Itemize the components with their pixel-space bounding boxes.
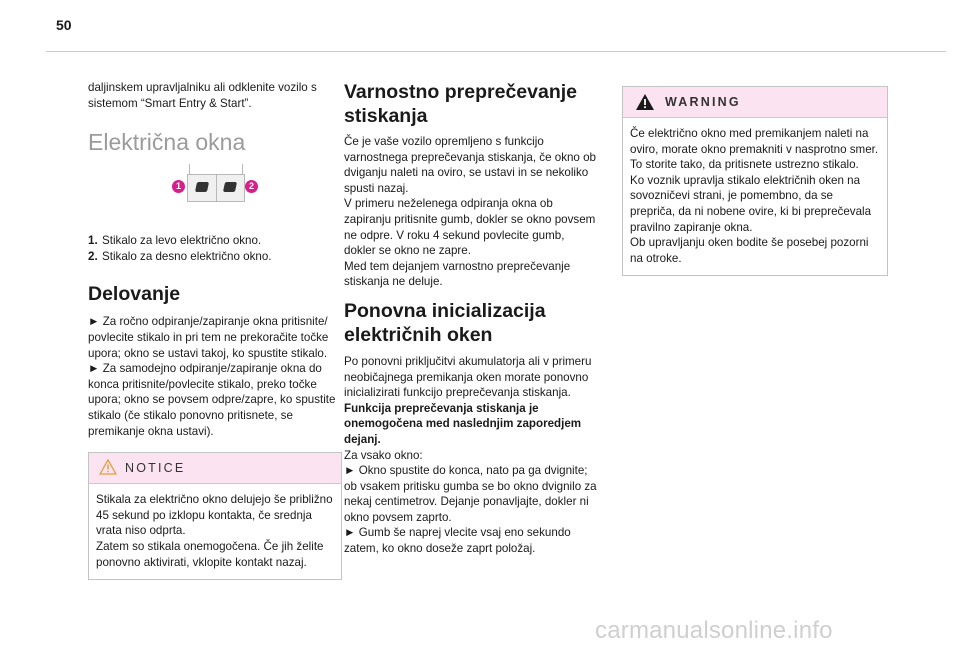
watermark: carmanualsonline.info — [595, 617, 833, 644]
heading-operation: Delovanje — [88, 283, 181, 306]
reinit-text: Po ponovni priključitvi akumulatorja ali v primeru neobičajnega premikanja oken morate ponovno inicializirati funkcijo preprečevanja stiskanja. Funkcija preprečevanja stiskanja je onemogočena med naslednjim zaporedjem dejanj. Za vsako okno: ► Okno spustite do konca, nato pa ga dvignite; ob vsakem pritisku gumba se bo okno dvignilo za nekaj centimetrov. Dejanje ponavljajte, dokler ni okno povsem zaprto. ► Gumb še naprej vlecite vsaj eno sekundo zatem, ko okno doseže zaprt položaj. — [344, 354, 597, 556]
notice-box — [88, 452, 342, 580]
page-number: 50 — [56, 17, 72, 33]
switch-panel — [187, 174, 245, 202]
callout-1: 1 — [172, 180, 185, 193]
column-middle — [344, 80, 598, 557]
notice-text: Stikala za električno okno delujejo še približno 45 sekund po izklopu kontakta, če srednja vrata niso odprta. Zatem so stikala onemogočena. Če jih želite ponovno aktivirati, vklopite kontakt nazaj. — [96, 493, 333, 569]
header-rule — [46, 51, 946, 52]
warning-header — [623, 87, 887, 118]
notice-header — [89, 453, 341, 484]
list-item: 2. Stikalo za desno električno okno. — [88, 249, 272, 263]
warning-title: WARNING — [665, 95, 741, 109]
warning-box — [622, 86, 888, 276]
notice-title: NOTICE — [125, 461, 186, 476]
operation-text: ► Za ročno odpiranje/zapiranje okna pritisnite/ povlecite stikalo in pri tem ne prekoračite točke upora; okno se ustavi takoj, ko spustite stikalo. ► Za samodejno odpiranje/zapiranje okna do konca pritisnite/povlecite stikalo, preko točke upora; okno se povsem odpre/zapre, ko spustite stikalo (če stikalo ponovno pritisnete, se premikanje okna ustavi). — [88, 315, 336, 438]
heading-power-windows: Električna okna — [88, 129, 246, 156]
column-right — [622, 86, 888, 276]
window-switch-figure — [165, 170, 265, 214]
notice-triangle-icon — [99, 459, 117, 475]
intro-text: daljinskem upravljalniku ali odklenite vozilo s sistemom “Smart Entry & Start”. — [88, 81, 317, 110]
reinit-bold-text: Funkcija preprečevanja stiskanja je onemogočena med naslednjim zaporedjem dejanj. — [344, 401, 582, 446]
warning-text: Če električno okno med premikanjem naleti na oviro, morate okno premakniti v nasprotno smer. To storite tako, da pritisnete ustrezno stikalo. Ko voznik upravlja stikalo električnih oken na sovozničevi strani, je pomembno, da se prepriča, da ni nobene ovire, ki bi preprečevala pravilno zapiranje okna. Ob upravljanju oken bodite še posebej pozorni na otroke. — [630, 127, 879, 265]
list-item: 1. Stikalo za levo električno okno. — [88, 234, 262, 248]
column-left — [88, 80, 342, 580]
left-window-switch-icon — [195, 182, 209, 192]
callout-2: 2 — [245, 180, 258, 193]
heading-anti-pinch: Varnostno preprečevanje stiskanja — [344, 81, 578, 127]
anti-pinch-text: Če je vaše vozilo opremljeno s funkcijo varnostnega preprečevanja stiskanja, če okno ob dviganju naleti na oviro, se ustavi in se nekoliko spusti nazaj. V primeru neželenega odpiranja okna ob zapiranju pritisnite gumb, dokler se okno povsem ne odpre. V roku 4 sekund povlecite gumb, dokler se okno ne zapre. Med tem dejanjem varnostno preprečevanje stiskanja ne deluje. — [344, 135, 596, 289]
switch-list — [88, 233, 342, 264]
heading-reinitialisation: Ponovna inicializacija električnih oken — [344, 299, 546, 346]
right-window-switch-icon — [223, 182, 237, 192]
warning-triangle-icon — [635, 93, 655, 111]
